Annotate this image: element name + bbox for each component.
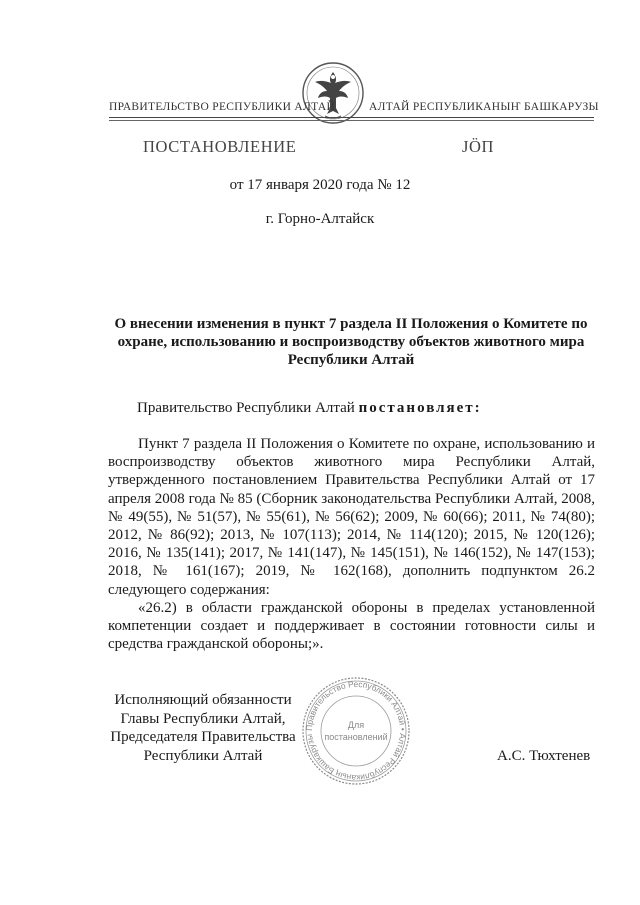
document-date: от 17 января 2020 года № 12 — [229, 177, 411, 193]
stamp-center-line-1: Для — [347, 720, 365, 730]
resolves-verb: постановляет: — [358, 400, 482, 416]
resolves-line — [137, 400, 482, 417]
header-divider-thin — [109, 120, 594, 121]
document-body — [108, 435, 595, 653]
header-divider — [109, 117, 594, 118]
signature-line-1: Исполняющий обязанности — [114, 692, 292, 708]
signature-block — [108, 691, 298, 765]
document-place: г. Горно-Алтайск — [265, 211, 375, 227]
body-paragraph-2: «26.2) в области гражданской обороны в пределах установленной компетенции создает и поддерживает в состоянии готовности силы и средства гражданской обороны;». — [108, 599, 595, 653]
government-name-russian: ПРАВИТЕЛЬСТВО РЕСПУБЛИКИ АЛТАЙ — [109, 101, 336, 113]
stamp-ring-text: Правительство Республики Алтай • Алтай Республиканың Башкарузы — [303, 678, 409, 784]
official-stamp — [300, 676, 412, 786]
resolves-subject: Правительство Республики Алтай — [137, 400, 355, 416]
signer-name: А.С. Тюхтенев — [497, 748, 591, 764]
document-type-altai: JÖП — [462, 137, 495, 156]
signature-line-3: Председателя Правительства — [110, 729, 296, 746]
stamp-center-line-2: постановлений — [324, 732, 388, 742]
document-title: О внесении изменения в пункт 7 раздела II Положения о Комитете по охране, использованию и воспроизводству объектов животного мира Республики Алтай — [114, 316, 588, 368]
government-name-altai: АЛТАЙ РЕСПУБЛИКАНЫҤ БАШКАРУЗЫ — [369, 101, 599, 113]
signature-line-2: Главы Республики Алтай, — [120, 710, 286, 727]
document-type-russian: ПОСТАНОВЛЕНИЕ — [143, 137, 297, 156]
signature-line-4: Республики Алтай — [143, 747, 263, 764]
body-paragraph-1: Пункт 7 раздела II Положения о Комитете по охране, использованию и воспроизводству объектов животного мира Республики Алтай, утвержденного постановлением Правительства Республики Алтай от 17 апреля 2008 года № 85 (Сборник законодательства Республики Алтай, 2008, № 49(55), № 51(57), № 55(61), № 56(62); 2009, № 60(66); 2011, № 74(80); 2012, № 86(92); 2013, № 107(113); 2014, № 114(120); 2015, № 120(126); 2016, № 135(141); 2017, № 141(147), № 145(151), № 146(152), № 147(153); 2018, № 161(167); 2019, № 162(168), дополнить подпунктом 26.2 следующего содержания: — [108, 436, 595, 598]
